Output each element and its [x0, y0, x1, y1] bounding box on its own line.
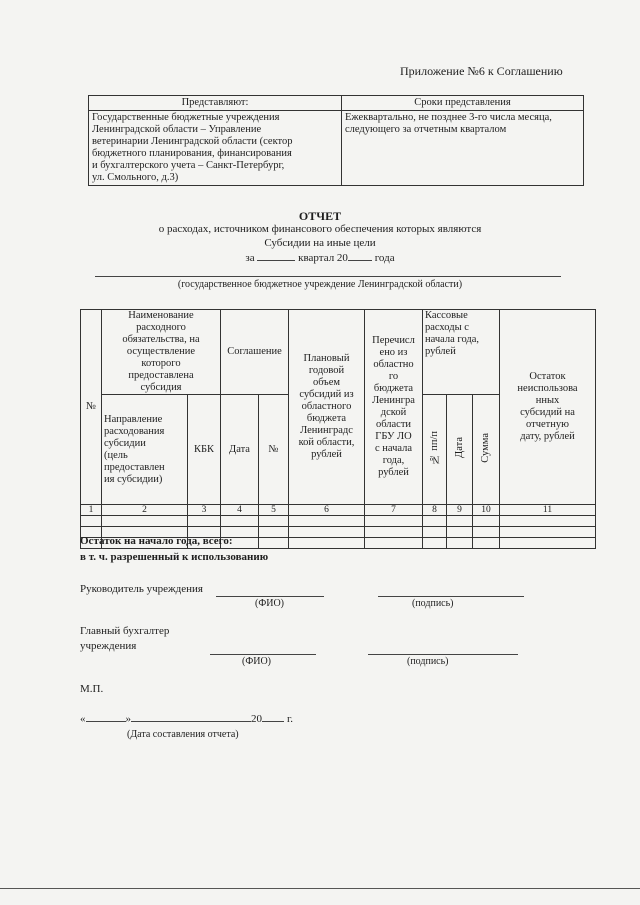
planned-line: областного [301, 401, 352, 412]
col-number: 4 [221, 505, 259, 516]
col-number: 7 [365, 505, 423, 516]
balance-start-label: Остаток на начало года, всего: [80, 535, 233, 547]
kbk-header: КБК [188, 395, 221, 505]
report-subsidy: Субсидии на иные цели [264, 237, 376, 249]
date-g: г. [287, 713, 294, 725]
cell[interactable] [289, 516, 365, 527]
cell[interactable] [447, 516, 473, 527]
date-close-quote: » [125, 713, 131, 725]
submitters-line: и бухгалтерского учета – Санкт-Петербург, [92, 160, 285, 171]
transferred-line: го [388, 371, 399, 382]
cell[interactable] [500, 538, 596, 549]
remainder-line: дату, рублей [520, 431, 575, 442]
obligation-line: Наименование [128, 310, 194, 321]
planned-header [289, 310, 365, 505]
institution-caption: (государственное бюджетное учреждение Ленинградской области) [177, 279, 463, 290]
transferred-line: бюджета [373, 383, 414, 394]
scan-edge-line [0, 888, 640, 889]
cell[interactable] [473, 538, 500, 549]
agreement-header: Соглашение [221, 310, 289, 395]
date-caption: (Дата составления отчета) [127, 729, 239, 740]
transferred-line: области [375, 419, 412, 430]
cell[interactable] [423, 538, 447, 549]
planned-line: бюджета [306, 413, 347, 424]
deadline-line: Ежеквартально, не позднее 3-го числа месяца, [345, 112, 552, 123]
cell[interactable] [423, 516, 447, 527]
cell[interactable] [447, 538, 473, 549]
accountant-fio-line[interactable] [210, 654, 316, 655]
column-number-row [81, 505, 596, 516]
balance-allowed-label: в т. ч. разрешенный к использованию [80, 551, 269, 563]
accountant-label-2: учреждения [80, 640, 137, 652]
cell[interactable] [473, 527, 500, 538]
col-number: 1 [81, 505, 102, 516]
transferred-line: Ленингра [372, 395, 415, 406]
submitters-line: Государственные бюджетные учреждения [92, 112, 280, 123]
period-goda: года [374, 252, 395, 264]
obligation-header [102, 310, 221, 395]
direction-line: ия субсидии) [104, 473, 163, 485]
submitters-line: Ленинградской области – Управление [92, 124, 262, 135]
cell[interactable] [259, 527, 289, 538]
transferred-line: года, [382, 455, 405, 466]
head-fio-line[interactable] [216, 596, 324, 597]
cell[interactable] [365, 527, 423, 538]
planned-line: годовой [308, 365, 345, 376]
day-blank[interactable] [86, 721, 126, 722]
period-kvartal: квартал 20 [298, 252, 348, 264]
month-blank[interactable] [131, 721, 251, 722]
pp-header [423, 395, 447, 505]
col-number: 8 [423, 505, 447, 516]
col-number: 5 [259, 505, 289, 516]
direction-line: (цель [104, 449, 128, 461]
transferred-line: Перечисл [372, 335, 415, 346]
col-no-header: № [81, 310, 102, 505]
table-row[interactable] [81, 516, 596, 527]
agreement-date-header: Дата [221, 395, 259, 505]
obligation-line: осуществление [126, 346, 196, 357]
agreement-num-header: № [259, 395, 289, 505]
direction-line: Направление [104, 413, 163, 425]
cell[interactable] [365, 516, 423, 527]
sum-header [473, 395, 500, 505]
quarter-blank[interactable] [257, 260, 295, 261]
sum-header-text: Сумма [480, 432, 491, 463]
planned-line: объем [312, 377, 341, 388]
submitters-cell [89, 111, 342, 186]
cell[interactable] [500, 527, 596, 538]
remainder-line: Остаток [529, 371, 566, 382]
cash-header [423, 310, 500, 395]
year-blank[interactable] [348, 260, 372, 261]
report-period [0, 252, 640, 264]
obligation-line: расходного [136, 322, 186, 333]
date-year-prefix: 20 [251, 713, 262, 725]
remainder-line: отчетную [526, 419, 569, 430]
cash-line: расходы с [425, 322, 469, 333]
direction-line: расходования [104, 425, 165, 437]
submitters-line: бюджетного планирования, финансирования [92, 148, 292, 159]
planned-line: субсидий из [299, 389, 354, 400]
remainder-header [500, 310, 596, 505]
obligation-line: субсидия [140, 382, 182, 393]
cash-date-header [447, 395, 473, 505]
planned-line: рублей [311, 449, 342, 460]
transferred-line: ено из [379, 347, 408, 358]
remainder-line: неиспользова [517, 383, 578, 394]
obligation-line: предоставлена [128, 370, 194, 381]
transferred-line: ГБУ ЛО [375, 431, 412, 442]
col-number: 6 [289, 505, 365, 516]
col-number: 2 [102, 505, 188, 516]
period-za: за [245, 252, 255, 264]
submitters-line: ул. Смольного, д.3) [92, 172, 179, 183]
transferred-line: рублей [378, 467, 409, 478]
report-subtitle: о расходах, источником финансового обеспечения которых являются [158, 223, 482, 235]
remainder-line: нных [535, 395, 560, 406]
transferred-header [365, 310, 423, 505]
deadline-cell [342, 111, 584, 186]
submitters-header: Представляют: [89, 96, 342, 111]
stamp-label: М.П. [80, 683, 104, 695]
cash-line: рублей [425, 346, 456, 357]
cell[interactable] [289, 527, 365, 538]
col-number: 3 [188, 505, 221, 516]
cell[interactable] [289, 538, 365, 549]
cell[interactable] [500, 516, 596, 527]
cash-date-text: Дата [453, 437, 465, 458]
cell[interactable] [81, 516, 102, 527]
col-number: 11 [500, 505, 596, 516]
cash-line: начала года, [425, 334, 480, 345]
cell[interactable] [259, 538, 289, 549]
submission-table [88, 95, 584, 186]
cell[interactable] [259, 516, 289, 527]
cell[interactable] [365, 538, 423, 549]
direction-line: субсидии [104, 437, 146, 449]
accountant-signature-caption: (подпись) [407, 656, 449, 667]
transferred-line: областно [373, 359, 414, 370]
planned-line: кой области, [298, 437, 355, 448]
head-signature-line[interactable] [378, 596, 524, 597]
report-table [80, 309, 596, 549]
cell[interactable] [221, 516, 259, 527]
planned-line: Ленинградс [300, 425, 353, 436]
accountant-signature-line[interactable] [368, 654, 518, 655]
head-fio-caption: (ФИО) [255, 598, 285, 609]
deadline-header: Сроки представления [342, 96, 584, 111]
date-open-quote: « [80, 713, 86, 725]
accountant-label-1: Главный бухгалтер [80, 625, 170, 637]
remainder-line: субсидий на [520, 407, 575, 418]
col-number: 9 [447, 505, 473, 516]
deadline-line: следующего за отчетным кварталом [345, 124, 507, 135]
cell[interactable] [188, 516, 221, 527]
cell[interactable] [102, 516, 188, 527]
planned-line: Плановый [303, 353, 350, 364]
date-year-blank[interactable] [262, 721, 284, 722]
direction-header [102, 395, 188, 505]
institution-line[interactable] [95, 276, 561, 277]
transferred-line: с начала [374, 443, 413, 454]
accountant-fio-caption: (ФИО) [242, 656, 272, 667]
submitters-line: ветеринарии Ленинградской области (сектор [92, 136, 293, 147]
cell[interactable] [473, 516, 500, 527]
appendix-label: Приложение №6 к Соглашению [400, 64, 563, 78]
head-label: Руководитель учреждения [80, 583, 203, 595]
cash-line: Кассовые [425, 310, 468, 321]
direction-line: предоставлен [104, 461, 165, 473]
col-number: 10 [473, 505, 500, 516]
head-signature-caption: (подпись) [412, 598, 454, 609]
transferred-line: дской [380, 407, 407, 418]
report-title: ОТЧЕТ [298, 209, 342, 223]
pp-header-text: № пп/п [428, 430, 440, 465]
obligation-line: которого [141, 358, 181, 369]
cell[interactable] [423, 527, 447, 538]
date-field [80, 713, 293, 725]
obligation-line: обязательства, на [122, 334, 200, 345]
cell[interactable] [447, 527, 473, 538]
